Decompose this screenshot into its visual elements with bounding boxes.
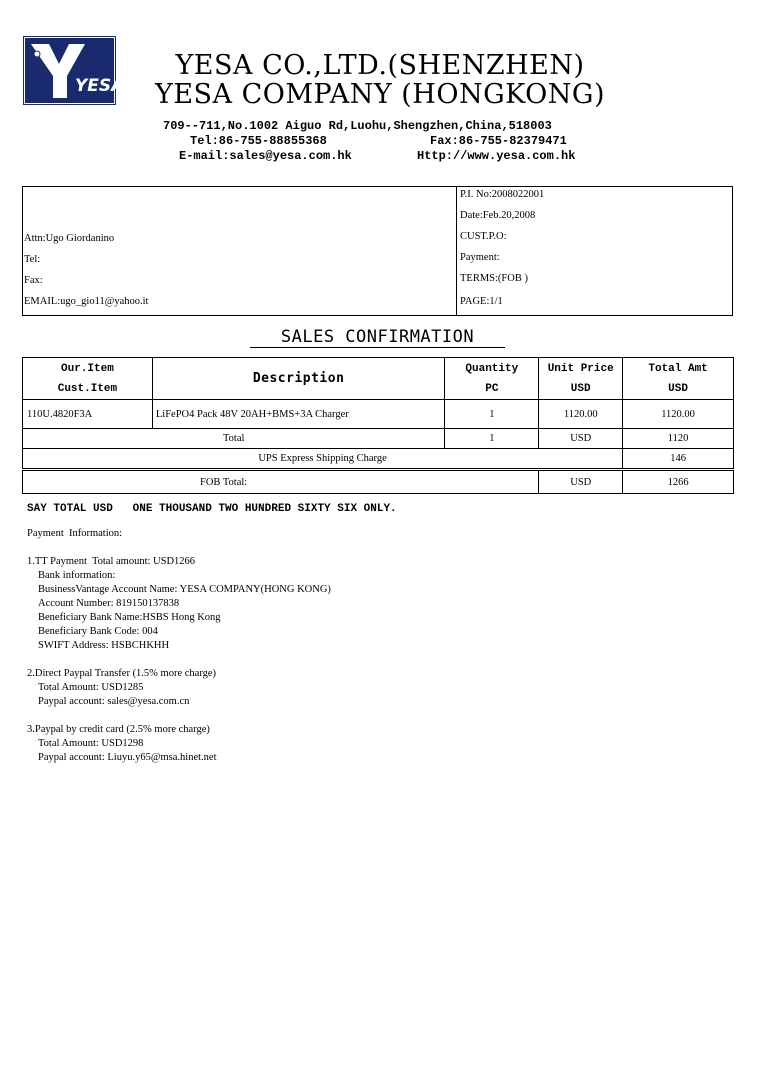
payment-heading: Payment Information: (27, 528, 123, 539)
recipient-attn: Attn:Ugo Giordanino (24, 233, 115, 244)
cust-po: CUST.P.O: (460, 231, 507, 242)
row-item-code: 110U.4820F3A (23, 400, 153, 429)
recipient-tel: Tel: (24, 254, 41, 265)
say-total: SAY TOTAL USD ONE THOUSAND TWO HUNDRED SIXTY SIX ONLY. (27, 503, 397, 515)
shipping-row (23, 449, 734, 469)
total-quantity: 1 (445, 429, 539, 449)
company-address: 709--711,No.1002 Aiguo Rd,Luohu,Shengzhen,China,518003 (163, 119, 552, 133)
row-unit-price: 1120.00 (539, 400, 623, 429)
company-name-shenzhen: YESA CO.,LTD.(SHENZHEN) (175, 50, 585, 81)
table-row (23, 400, 734, 429)
header-our-item: Our.Item (61, 362, 114, 375)
document-title-underline (250, 347, 505, 348)
paypal-direct-title: 2.Direct Paypal Transfer (1.5% more charge) (27, 668, 217, 679)
tt-line: SWIFT Address: HSBCHKHH (38, 640, 170, 651)
header-total-amt-currency: USD (668, 382, 688, 395)
header-quantity-label: Quantity (465, 362, 519, 375)
table-header-row (23, 358, 734, 400)
total-amount: 1120 (623, 429, 734, 449)
company-logo (23, 36, 125, 105)
paypal-direct-line: Total Amount: USD1285 (38, 682, 144, 693)
header-quantity (445, 358, 539, 400)
total-label: Total (23, 429, 445, 449)
recipient-email: EMAIL:ugo_gio11@yahoo.it (24, 296, 149, 307)
header-cust-item: Cust.Item (57, 382, 118, 395)
shipping-amount: 146 (623, 449, 734, 469)
paypal-card-title: 3.Paypal by credit card (2.5% more charge) (27, 724, 210, 735)
header-total-amt (623, 358, 734, 400)
total-row (23, 429, 734, 449)
tt-line: Bank information: (38, 570, 116, 581)
document-title: SALES CONFIRMATION (280, 327, 475, 347)
company-name-hongkong: YESA COMPANY (HONGKONG) (155, 79, 605, 110)
tt-line: Beneficiary Bank Name:HSBS Hong Kong (38, 612, 221, 623)
payment-field: Payment: (460, 252, 500, 263)
row-total: 1120.00 (623, 400, 734, 429)
fob-currency: USD (539, 471, 623, 494)
order-date: Date:Feb.20,2008 (460, 210, 536, 221)
company-website: Http://www.yesa.com.hk (417, 149, 576, 163)
row-quantity: 1 (445, 400, 539, 429)
logo-text: YESA (75, 76, 125, 96)
paypal-direct-line: Paypal account: sales@yesa.com.cn (38, 696, 190, 707)
paypal-card-line: Paypal account: Liuyu.y65@msa.hinet.net (38, 752, 217, 763)
items-table (22, 357, 734, 469)
header-total-amt-label: Total Amt (648, 362, 708, 375)
fob-row (23, 471, 734, 494)
header-description: Description (152, 358, 445, 400)
fob-table (22, 470, 734, 494)
tt-line: BusinessVantage Account Name: YESA COMPANY(HONG KONG) (38, 584, 331, 595)
total-currency: USD (539, 429, 623, 449)
company-tel: Tel:86-755-88855368 (190, 134, 327, 148)
header-quantity-unit: PC (485, 382, 499, 395)
header-unit-price (539, 358, 623, 400)
paypal-card-line: Total Amount: USD1298 (38, 738, 144, 749)
fob-label: FOB Total: (23, 471, 539, 494)
company-fax: Fax:86-755-82379471 (430, 134, 567, 148)
shipping-label: UPS Express Shipping Charge (23, 449, 623, 469)
fob-amount: 1266 (623, 471, 734, 494)
header-unit-price-label: Unit Price (547, 362, 614, 375)
company-email: E-mail:sales@yesa.com.hk (179, 149, 352, 163)
tt-line: Beneficiary Bank Code: 004 (38, 626, 158, 637)
info-box-divider (456, 186, 457, 316)
page-field: PAGE:1/1 (460, 296, 503, 307)
tt-line: Account Number: 819150137838 (38, 598, 180, 609)
tt-title: 1.TT Payment Total amount: USD1266 (27, 556, 196, 567)
recipient-fax: Fax: (24, 275, 43, 286)
pi-number: P.I. No:2008022001 (460, 189, 545, 200)
header-item (23, 358, 153, 400)
terms-field: TERMS:(FOB ) (460, 273, 528, 284)
row-description: LiFePO4 Pack 48V 20AH+BMS+3A Charger (152, 400, 445, 429)
header-unit-price-currency: USD (570, 382, 591, 395)
